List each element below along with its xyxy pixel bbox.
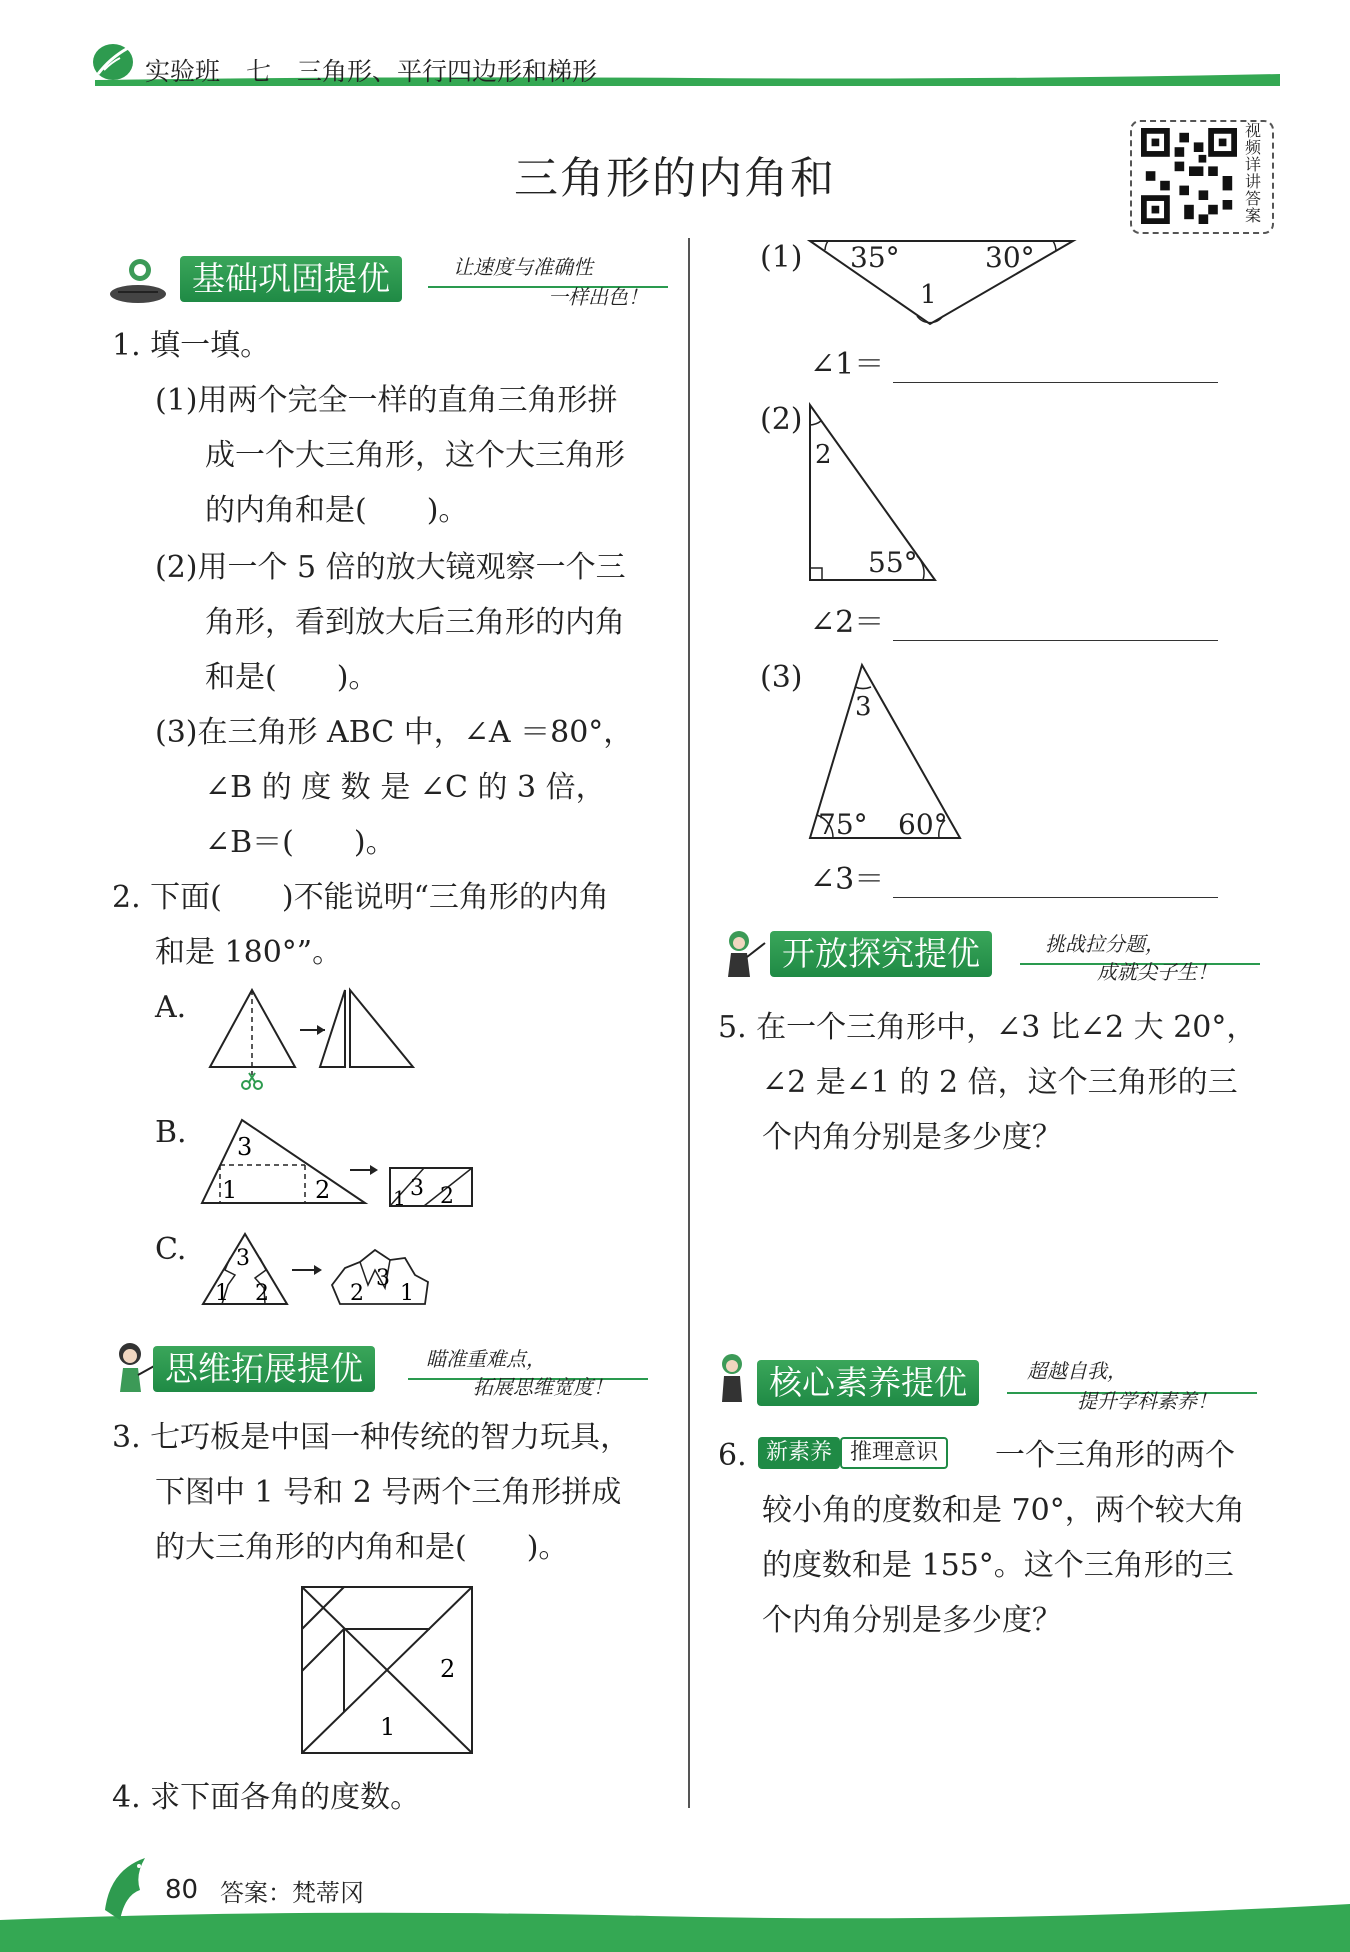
- fig4-t3-angle-b: 60°: [898, 808, 948, 841]
- q1-p2-line1: (2)用一个 5 倍的放大镜观察一个三: [155, 550, 626, 585]
- q2-option-c[interactable]: C.: [155, 1232, 187, 1267]
- tangram-figure: [300, 1585, 475, 1755]
- fig4-t1-label: (1): [760, 240, 803, 275]
- column-divider: [688, 238, 690, 1808]
- q3-line1: 3. 七巧板是中国一种传统的智力玩具，: [112, 1420, 631, 1455]
- qr-label: 视频详讲答案: [1245, 121, 1262, 225]
- q6-line2: 较小角的度数和是 70°，两个较大角: [762, 1493, 1245, 1528]
- fig4-t1-answer-line[interactable]: [893, 382, 1218, 383]
- fig-c-r-label-1: 1: [400, 1281, 414, 1306]
- series-label: 实验班: [145, 57, 221, 86]
- section-slogan-1: 挑战拉分题，: [1045, 932, 1165, 956]
- q2-figure-b: [200, 1115, 480, 1210]
- section-slogan-2: 拓展思维宽度！: [473, 1375, 613, 1399]
- q6-badges: [758, 1437, 956, 1469]
- fig-c-r-label-3: 3: [376, 1266, 390, 1291]
- scissors-icon: [242, 1073, 262, 1089]
- fig4-t3-label: (3): [760, 660, 803, 695]
- section-open-banner: [715, 925, 1275, 985]
- section-title: 基础巩固提优: [180, 256, 402, 302]
- fig-c-label-3: 3: [236, 1246, 250, 1271]
- section-title: 开放探究提优: [770, 931, 992, 977]
- page-number: 80: [165, 1875, 199, 1905]
- q2-figure-a: [200, 985, 420, 1095]
- fig4-t1-angle-b: 30°: [985, 241, 1035, 274]
- q6-line3: 的度数和是 155°。这个三角形的三: [762, 1548, 1234, 1583]
- q1-stem: 1. 填一填。: [112, 328, 271, 363]
- footer-green-wave: [0, 1890, 1350, 1952]
- fig4-t3-answer-line[interactable]: [893, 897, 1218, 898]
- section-slogan-1: 让速度与准确性: [453, 255, 593, 279]
- fig4-t2-answer-line[interactable]: [893, 640, 1218, 641]
- chapter-number: 七: [245, 57, 271, 86]
- fig4-t3-answer-label: ∠3＝: [810, 862, 885, 897]
- section-slogan-1: 瞄准重难点，: [426, 1347, 546, 1371]
- fig4-t1-answer-label: ∠1＝: [810, 347, 885, 382]
- fig4-t3-angle-a: 75°: [818, 808, 868, 841]
- q1-p1-line3: 的内角和是( )。: [205, 493, 469, 528]
- section-title: 思维拓展提优: [153, 1346, 375, 1392]
- q1-p3-line2: ∠B 的 度 数 是 ∠C 的 3 倍，: [205, 770, 606, 805]
- tangram-label-2: 2: [440, 1655, 456, 1683]
- section-basic-banner: [108, 252, 668, 308]
- fig4-t2-label: (2): [760, 402, 803, 437]
- q6-number: 6.: [718, 1438, 747, 1473]
- q3-line2: 下图中 1 号和 2 号两个三角形拼成: [155, 1475, 622, 1510]
- fig-b-label-3: 3: [237, 1133, 253, 1161]
- chapter-title: 三角形、平行四边形和梯形: [296, 57, 597, 86]
- q2-option-a[interactable]: A.: [155, 990, 187, 1025]
- fig-b-r-label-2: 2: [440, 1184, 454, 1209]
- section-thinking-banner: [108, 1340, 668, 1400]
- dolphin-icon: [95, 1850, 165, 1928]
- q6-line1: 一个三角形的两个: [995, 1438, 1235, 1473]
- q1-p2-line3: 和是( )。: [205, 660, 379, 695]
- q2-line1: 2. 下面( )不能说明“三角形的内角: [112, 880, 609, 915]
- section-title: 核心素养提优: [757, 1360, 979, 1406]
- leaf-logo-icon: [90, 40, 136, 84]
- fig-c-label-2: 2: [255, 1281, 269, 1306]
- fig4-t2-answer-label: ∠2＝: [810, 605, 885, 640]
- q2-line2: 和是 180°”。: [155, 935, 343, 970]
- q5-line2: ∠2 是∠1 的 2 倍，这个三角形的三: [762, 1065, 1238, 1100]
- chapter-header: [145, 52, 615, 88]
- q1-p1-line2: 成一个大三角形，这个大三角形: [205, 438, 625, 473]
- q6-line4: 个内角分别是多少度？: [762, 1603, 1062, 1638]
- answer-credit: 答案：梵蒂冈: [220, 1879, 364, 1907]
- q3-line3: 的大三角形的内角和是( )。: [155, 1530, 569, 1565]
- q5-line3: 个内角分别是多少度？: [762, 1120, 1062, 1155]
- q1-p1-line1: (1)用两个完全一样的直角三角形拼: [155, 383, 618, 418]
- fig-b-label-2: 2: [315, 1176, 331, 1204]
- q1-p3-line1: (3)在三角形 ABC 中，∠A ＝80°，: [155, 715, 634, 750]
- fig-b-label-1: 1: [222, 1176, 238, 1204]
- fig4-t2-mark: 2: [815, 440, 832, 470]
- fig4-t1-angle-a: 35°: [850, 241, 900, 274]
- q2-option-b[interactable]: B.: [155, 1115, 187, 1150]
- fig4-triangle-1: [805, 236, 1080, 328]
- q1-p3-line3: ∠B＝( )。: [205, 825, 396, 860]
- q5-line1: 5. 在一个三角形中，∠3 比∠2 大 20°，: [718, 1010, 1257, 1045]
- section-slogan-2: 成就尖子生！: [1097, 960, 1217, 984]
- section-slogan-1: 超越自我，: [1027, 1359, 1127, 1383]
- fig4-t1-mark: 1: [920, 280, 937, 310]
- fig4-t2-angle-a: 55°: [868, 546, 918, 579]
- page-title: 三角形的内角和: [514, 153, 836, 204]
- fig-c-label-1: 1: [215, 1281, 229, 1306]
- tangram-label-1: 1: [380, 1713, 396, 1741]
- section-slogan-2: 一样出色！: [548, 285, 648, 309]
- fig4-t3-mark: 3: [855, 692, 872, 722]
- q4-stem: 4. 求下面各角的度数。: [112, 1780, 421, 1815]
- qr-code-icon: [1140, 128, 1238, 224]
- reasoning-badge: 推理意识: [840, 1437, 948, 1469]
- section-core-banner: [712, 1350, 1272, 1412]
- q1-p2-line2: 角形，看到放大后三角形的内角: [205, 605, 625, 640]
- mascot-icon: [108, 252, 168, 308]
- fig-b-r-label-3: 3: [410, 1176, 424, 1201]
- fig-c-r-label-2: 2: [350, 1281, 364, 1306]
- mascot-icon: [715, 925, 775, 981]
- fig-b-r-label-1: 1: [393, 1186, 406, 1210]
- new-literacy-badge: 新素养: [758, 1437, 840, 1469]
- q2-figure-c: [200, 1230, 440, 1310]
- section-slogan-2: 提升学科素养！: [1077, 1389, 1217, 1413]
